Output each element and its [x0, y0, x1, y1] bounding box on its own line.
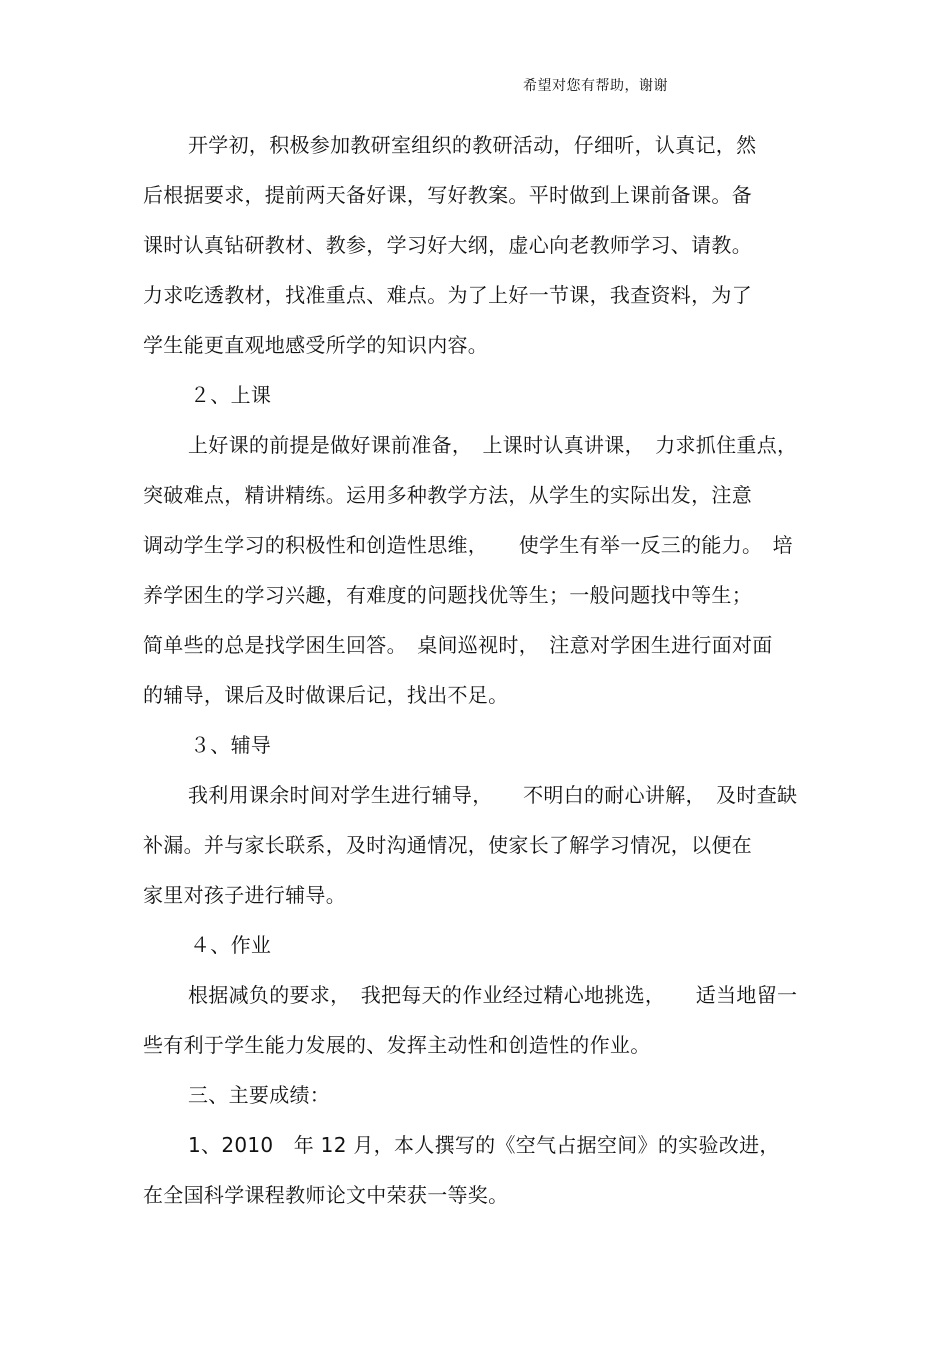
- paragraph-line: 突破难点，精讲精练。运用多种教学方法，从学生的实际出发，注意: [143, 483, 752, 507]
- paragraph-line: 学生能更直观地感受所学的知识内容。: [143, 333, 489, 357]
- paragraph-line: 养学困生的学习兴趣，有难度的问题找优等生；一般问题找中等生；: [143, 583, 752, 607]
- section-heading: ３、辅导: [190, 733, 272, 757]
- paragraph-line: 力求吃透教材，找准重点、难点。为了上好一节课，我查资料，为了: [143, 283, 752, 307]
- paragraph-line: 我利用课余时间对学生进行辅导， 不明白的耐心讲解， 及时查缺: [188, 783, 798, 807]
- paragraph-line: 的辅导，课后及时做课后记，找出不足。: [143, 683, 509, 707]
- section-heading: ４、作业: [190, 933, 272, 957]
- paragraph-line: 根据减负的要求， 我把每天的作业经过精心地挑选， 适当地留一: [188, 983, 798, 1007]
- paragraph-line: 家里对孩子进行辅导。: [143, 883, 346, 907]
- paragraph-line: 简单些的总是找学困生回答。 桌间巡视时， 注意对学困生进行面对面: [143, 633, 773, 657]
- paragraph-line: 调动学生学习的积极性和创造性思维， 使学生有举一反三的能力。 培: [143, 533, 793, 557]
- paragraph-line: 在全国科学课程教师论文中荣获一等奖。: [143, 1183, 509, 1207]
- paragraph-line: 补漏。并与家长联系，及时沟通情况，使家长了解学习情况，以便在: [143, 833, 752, 857]
- paragraph-line: 开学初，积极参加教研室组织的教研活动，仔细听，认真记，然: [188, 133, 757, 157]
- paragraph-line: 课时认真钻研教材、教参，学习好大纲，虚心向老教师学习、请教。: [143, 233, 752, 257]
- paragraph-line: 上好课的前提是做好课前准备， 上课时认真讲课， 力求抓住重点，: [188, 433, 798, 457]
- section-heading: ２、上课: [190, 383, 272, 407]
- section-heading: 三、主要成绩：: [188, 1083, 331, 1107]
- paragraph-line: 后根据要求，提前两天备好课，写好教案。平时做到上课前备课。备: [143, 183, 752, 207]
- paragraph-line: 1、2010 年 12 月，本人撰写的《空气占据空间》的实验改进，: [188, 1133, 780, 1157]
- paragraph-line: 些有利于学生能力发展的、发挥主动性和创造性的作业。: [143, 1033, 651, 1057]
- header-note: 希望对您有帮助，谢谢: [523, 78, 668, 94]
